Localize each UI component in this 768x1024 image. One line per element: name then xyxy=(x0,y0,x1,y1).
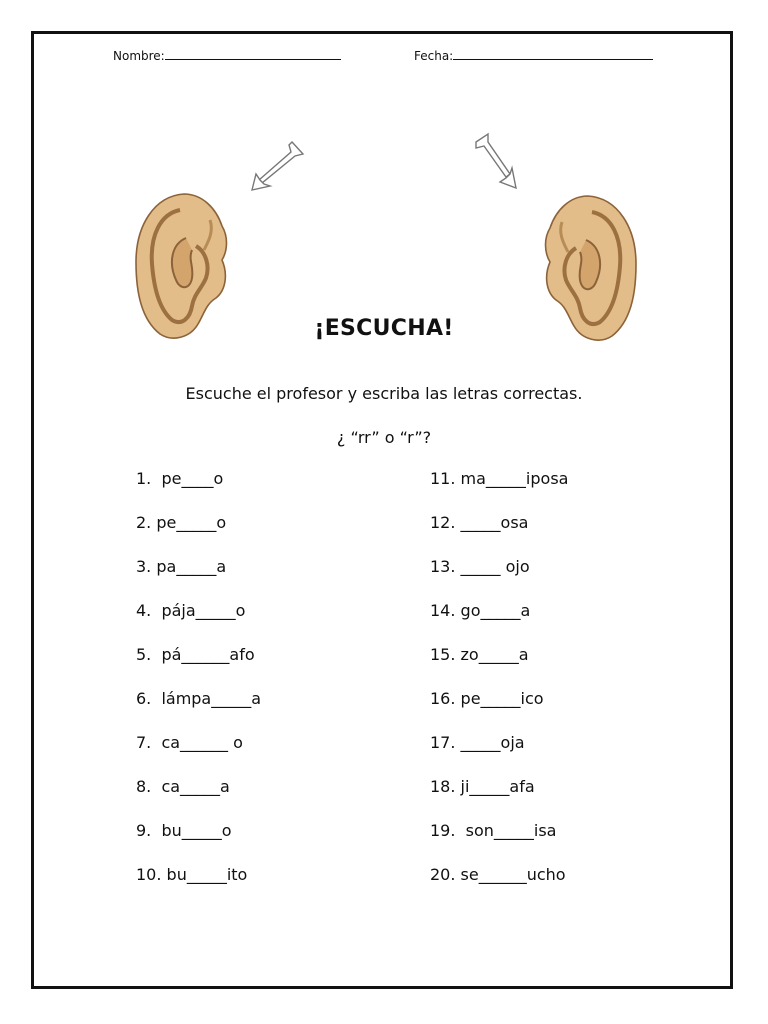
worksheet-border xyxy=(31,31,733,989)
exercise-item-3[interactable]: 3. pa_____a xyxy=(136,557,227,576)
instruction-text: Escuche el profesor y escriba las letras correctas. xyxy=(185,384,583,403)
date-label: Fecha: xyxy=(414,49,454,63)
exercise-item-14[interactable]: 14. go_____a xyxy=(430,601,531,620)
name-field[interactable] xyxy=(113,47,341,63)
exercise-item-16[interactable]: 16. pe_____ico xyxy=(430,689,544,708)
name-line[interactable] xyxy=(165,47,341,60)
date-field[interactable] xyxy=(414,47,653,63)
exercise-item-9[interactable]: 9. bu_____o xyxy=(136,821,232,840)
exercise-item-19[interactable]: 19. son_____isa xyxy=(430,821,557,840)
exercise-item-5[interactable]: 5. pá______afo xyxy=(136,645,255,664)
exercise-item-15[interactable]: 15. zo_____a xyxy=(430,645,529,664)
page-title: ¡ESCUCHA! xyxy=(314,316,454,341)
exercise-item-12[interactable]: 12. _____osa xyxy=(430,513,529,532)
exercise-item-17[interactable]: 17. _____oja xyxy=(430,733,525,752)
arrow-left-down-icon xyxy=(248,136,312,196)
exercise-item-13[interactable]: 13. _____ ojo xyxy=(430,557,530,576)
exercise-item-4[interactable]: 4. pája_____o xyxy=(136,601,246,620)
name-label: Nombre: xyxy=(113,49,165,63)
exercise-item-1[interactable]: 1. pe____o xyxy=(136,469,224,488)
exercise-item-10[interactable]: 10. bu_____ito xyxy=(136,865,248,884)
exercise-item-11[interactable]: 11. ma_____iposa xyxy=(430,469,569,488)
exercise-item-2[interactable]: 2. pe_____o xyxy=(136,513,227,532)
exercise-item-20[interactable]: 20. se______ucho xyxy=(430,865,566,884)
exercise-item-18[interactable]: 18. ji_____afa xyxy=(430,777,535,796)
exercise-item-7[interactable]: 7. ca______ o xyxy=(136,733,243,752)
date-line[interactable] xyxy=(453,47,653,60)
exercise-item-6[interactable]: 6. lámpa_____a xyxy=(136,689,262,708)
arrow-right-down-icon xyxy=(470,132,524,192)
exercise-item-8[interactable]: 8. ca_____a xyxy=(136,777,230,796)
question-text: ¿ “rr” o “r”? xyxy=(336,428,432,447)
